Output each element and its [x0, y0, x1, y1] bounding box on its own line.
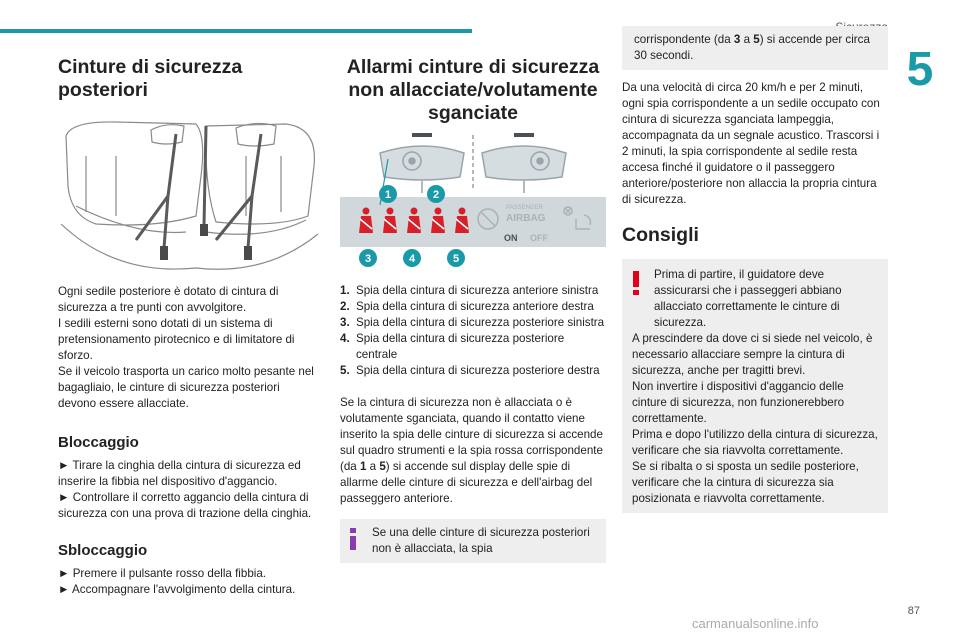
airbag-on-label: ON: [504, 233, 518, 243]
warning-lamp-list: [340, 283, 606, 379]
locking-step: ► Tirare la cinghia della cintura di sicurezza ed inserire la fibbia nel dispositivo d'aggancio.: [58, 459, 301, 488]
belt-alarm-paragraph: Se la cintura di sicurezza non è allacciata o è volutamente sganciata, quando il contatto viene inserito la spia delle cinture di sicurezza si accende sul quadro strumenti e la spia rossa corrispondente (da 1 a 5) si accende sul display delle spie di allarme delle cinture di sicurezza e dell'airbag del passeggero anteriore.: [340, 396, 603, 505]
warning-line: Non invertire i dispositivi d'aggancio delle cinture di sicurezza, non funzionerebbero correttamente.: [632, 380, 845, 425]
rear-belts-intro: [58, 284, 320, 412]
warning-first-line: Prima di partire, il guidatore deve assicurarsi che i passeggeri abbiano allacciato correttamente le cinture di sicurezza.: [654, 268, 842, 329]
intro-paragraph: Ogni sedile posteriore è dotato di cintura di sicurezza a tre punti con avvolgitore.: [58, 285, 279, 314]
unlocking-step: ► Accompagnare l'avvolgimento della cintura.: [58, 583, 296, 596]
unlocking-step: ► Premere il pulsante rosso della fibbia.: [58, 567, 267, 580]
list-item: 4. Spia della cintura di sicurezza posteriore centrale: [340, 332, 565, 361]
warning-line: A prescindere da dove ci si siede nel veicolo, è necessario allacciare sempre la cintura di sicurezza, anche per tragitti brevi.: [632, 332, 873, 377]
list-item: 2. Spia della cintura di sicurezza anteriore destra: [340, 300, 594, 313]
info-box: Se una delle cinture di sicurezza posteriori non è allacciata, la spia: [340, 519, 606, 563]
list-item: 1. Spia della cintura di sicurezza anteriore sinistra: [340, 284, 599, 297]
rear-belts-title: Cinture di sicurezza posteriori: [58, 56, 243, 101]
info-icon: [350, 528, 355, 550]
airbag-label: AIRBAG: [506, 213, 546, 224]
column-rear-belts: [58, 56, 320, 598]
warning-line: Se si ribalta o si sposta un sedile posteriore, verificare che la cintura di sicurezza sia posizionata e riavvolta correttamente.: [632, 460, 859, 505]
info-box-continued: corrispondente (da 3 a 5) si accende per circa 30 secondi.: [622, 26, 888, 70]
unlocking-heading: Sbloccaggio: [58, 542, 148, 559]
intro-paragraph: I sedili esterni sono dotati di un sistema di pretensionamento pirotecnico e di limitatore di sforzo.: [58, 317, 295, 362]
page-number: 87: [907, 605, 920, 617]
header-accent-bar: [0, 29, 472, 33]
callout-1-label: 1: [384, 189, 392, 201]
warning-line: Prima e dopo l'utilizzo della cintura di sicurezza, verificare che sia riavvolta correttamente.: [632, 428, 878, 457]
intro-paragraph: Se il veicolo trasporta un carico molto pesante nel bagagliaio, le cinture di sicurezza posteriori devono essere allacciate.: [58, 365, 314, 410]
callout-2-label: 2: [432, 189, 440, 201]
exclamation-icon: [633, 271, 639, 300]
column-belt-alarms: [340, 56, 606, 563]
locking-heading: Bloccaggio: [58, 434, 139, 451]
airbag-off-label: OFF: [530, 233, 548, 243]
advice-title: Consigli: [622, 224, 699, 246]
list-item: 5. Spia della cintura di sicurezza posteriore destra: [340, 364, 600, 377]
speed-paragraph: Da una velocità di circa 20 km/h e per 2 minuti, ogni spia corrispondente a un sedile occupato con cintura di sicurezza sganciata lampeggia, accompagnata da un segnale acustico. Trascorsi i 2 minuti, la spia corrispondente al sedile resta accesa finché il guidatore o il passeggero anteriore/posteriore non allaccia la propria cintura di sicurezza.: [622, 81, 880, 206]
mirror-left: [380, 146, 464, 193]
column-advice: [622, 26, 888, 513]
rear-seat-belts-image: [56, 116, 322, 278]
chapter-number: 5: [906, 43, 934, 96]
callout-3-label: 3: [364, 253, 372, 265]
callout-5-label: 5: [452, 253, 460, 265]
warning-box: [622, 259, 888, 513]
watermark-site: carmanualsonline.info: [692, 616, 819, 631]
mirror-right: [482, 146, 566, 193]
locking-step: ► Controllare il corretto aggancio della cintura di sicurezza con una prova di trazione della cinghia.: [58, 491, 312, 520]
rear-seat-illustration: [56, 116, 322, 278]
passenger-label: PASSENGER: [506, 205, 543, 211]
belt-alarms-title: Allarmi cinture di sicurezza non allacciate/volutamente sganciate: [346, 56, 600, 124]
belt-warning-illustration: [340, 131, 606, 271]
list-item: 3. Spia della cintura di sicurezza posteriore sinistra: [340, 316, 605, 329]
callout-4-label: 4: [408, 253, 416, 265]
